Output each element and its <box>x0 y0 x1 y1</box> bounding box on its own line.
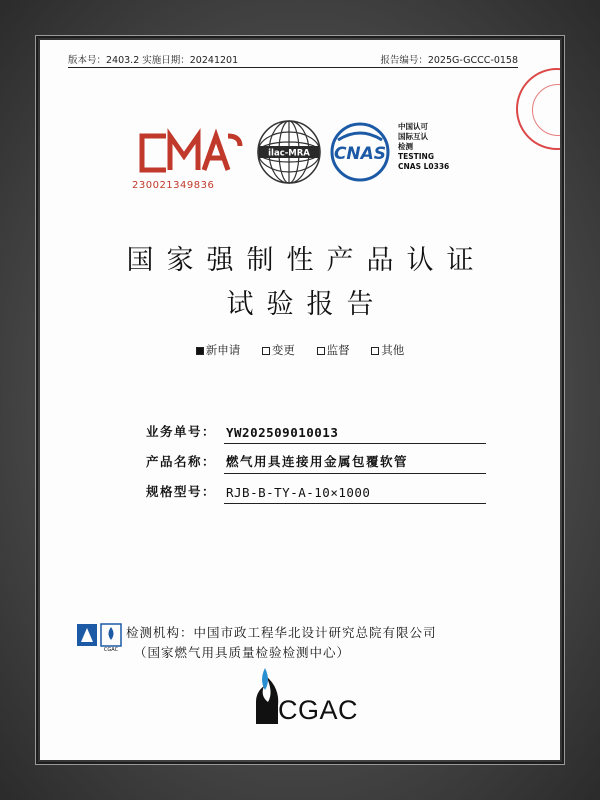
business-number-field <box>146 420 486 444</box>
model-field <box>146 480 486 504</box>
product-name-label: 产品名称： <box>146 454 217 469</box>
version-info: 版本号：2403.2 实施日期：20241201 <box>68 55 239 66</box>
product-name-value: 燃气用具连接用金属包覆软管 <box>226 454 409 469</box>
model-label: 规格型号： <box>146 484 217 499</box>
cgac-wordmark: CGAC <box>278 695 359 725</box>
header-rule <box>68 67 518 68</box>
option-new-application: 新申请 <box>196 343 241 357</box>
ilac-text: ilac-MRA <box>268 148 310 159</box>
checked-box-icon <box>196 347 204 355</box>
unchecked-box-icon <box>262 347 270 355</box>
cnas-logo <box>328 122 392 182</box>
unchecked-box-icon <box>317 347 325 355</box>
product-name-field <box>146 450 486 474</box>
report-number: 报告编号：2025G-GCCC-0158 <box>380 55 518 66</box>
report-cover-page <box>40 40 560 760</box>
cnas-accreditation-text: 中国认可 国际互认 检测 TESTING CNAS L0336 <box>398 122 450 171</box>
report-title-line1: 国家强制性产品认证 <box>126 245 487 276</box>
red-seal-stamp <box>516 68 560 150</box>
unchecked-box-icon <box>371 347 379 355</box>
application-type-options <box>40 342 560 358</box>
testing-organization-subname: （国家燃气用具质量检验检测中心） <box>134 645 351 660</box>
option-supervision: 监督 <box>317 343 350 357</box>
business-number-label: 业务单号： <box>146 424 217 439</box>
cnas-text: CNAS <box>333 144 387 164</box>
testing-organization: 检测机构：中国市政工程华北设计研究总院有限公司 <box>126 625 437 640</box>
option-other: 其他 <box>371 343 404 357</box>
business-number-value: YW202509010013 <box>226 425 339 440</box>
report-title-line2: 试验报告 <box>226 289 387 320</box>
option-change: 变更 <box>262 343 295 357</box>
ilac-mra-logo <box>255 118 323 186</box>
cma-number: 230021349836 <box>132 180 215 191</box>
small-cgac-text: CGAC <box>103 647 119 652</box>
organization-small-logos <box>76 622 124 652</box>
model-value: RJB-B-TY-A-10×1000 <box>226 485 371 500</box>
